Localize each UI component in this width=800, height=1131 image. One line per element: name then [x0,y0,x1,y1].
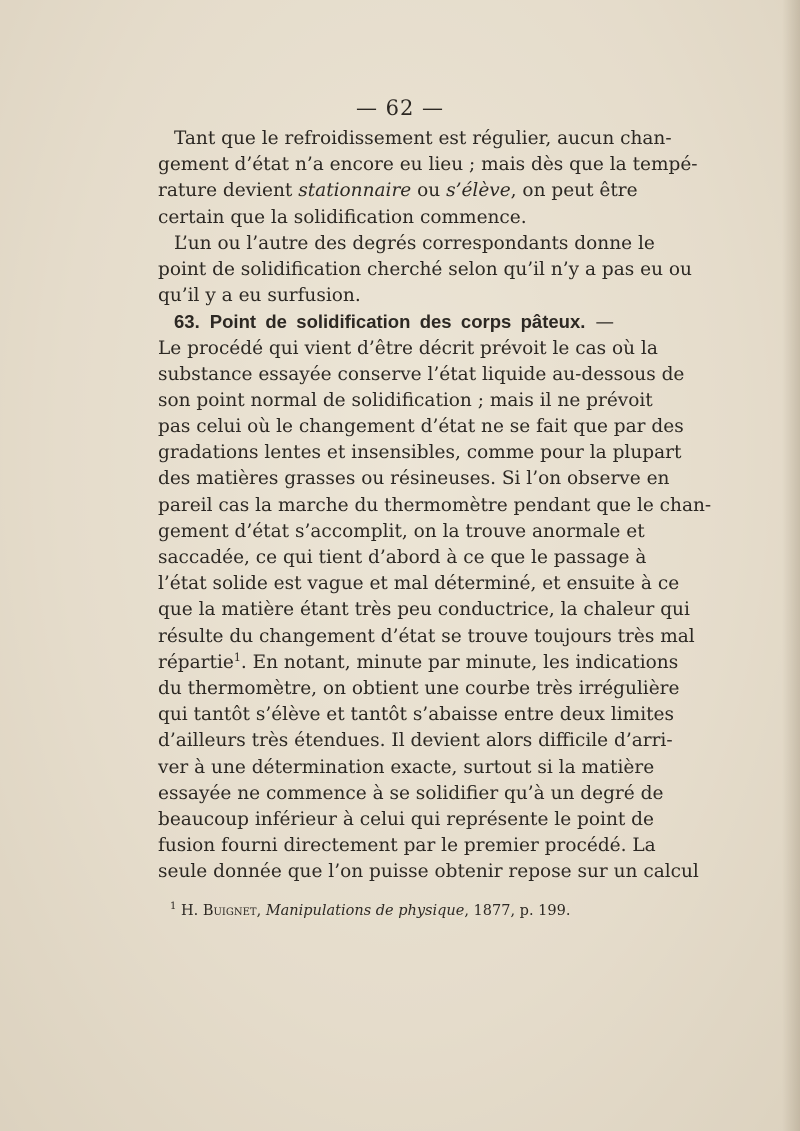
italic-term: s’élève [446,180,511,202]
text-line: beaucoup inférieur à celui qui représente le point de [158,808,654,830]
footnote-reference: 1 [233,650,241,664]
text-line: qui tantôt s’élève et tantôt s’abaisse entre deux limites [158,704,674,726]
text-segment: — [585,312,614,334]
text-line: saccadée, ce qui tient d’abord à ce que le passage à [158,547,647,568]
text-segment: ou [411,180,447,202]
page-number: — 62 — [355,96,445,120]
text-line: d’ailleurs très étendues. Il devient alors difficile d’arri- [158,730,673,752]
text-line: seule donnée que l’on puisse obtenir repose sur un calcul [158,861,699,883]
text-line: pas celui où le changement d’état ne se fait que par des [158,416,684,438]
text-line: fusion fourni directement par le premier procédé. La [158,835,656,857]
text-line: que la matière étant très peu conductrice, la chaleur qui [158,599,690,621]
text-line: certain que la solidification commence. [158,206,527,228]
text-line: du thermomètre, on obtient une courbe très irrégulière [158,677,680,699]
text-line: l’état solide est vague et mal déterminé, et ensuite à ce [158,573,680,595]
body-text [158,126,712,885]
text-line: L’un ou l’autre des degrés correspondants donne le [174,232,655,254]
text-segment: , on peut être [510,180,638,202]
text-line [158,178,638,204]
footnote-author: H. Buignet [180,902,257,919]
section-heading: Point de solidification des corps pâteux. [209,311,586,333]
footnote-marker: 1 [170,901,177,912]
section-number: 63. [174,311,200,333]
text-line: substance essayée conserve l’état liquide au-dessous de [158,363,685,385]
text-line: gement d’état s’accomplit, on la trouve anormale et [158,520,645,542]
footnote [170,897,610,921]
footnote-title: Manipulations de physique [265,902,465,919]
text-line: gement d’état n’a encore eu lieu ; mais dès que la tempé- [158,154,698,176]
text-line: résulte du changement d’état se trouve toujours très mal [158,625,695,647]
text-segment: répartie [158,651,234,673]
page-edge-shadow [782,0,800,1131]
text-segment: , [256,902,266,919]
section-heading-line [158,309,614,335]
text-line: pareil cas la marche du thermomètre pendant que le chan- [158,494,712,516]
text-line: ver à une détermination exacte, surtout si la matière [158,756,655,778]
text-line: des matières grasses ou résineuses. Si l’on observe en [158,468,670,490]
text-line [158,650,679,676]
text-line: essayée ne commence à se solidifier qu’à un degré de [158,782,664,804]
text-line: gradations lentes et insensibles, comme pour la plupart [158,442,682,464]
text-line: point de solidification cherché selon qu’il n’y a pas eu ou [158,258,692,280]
text-line: Le procédé qui vient d’être décrit prévoit le cas où la [158,337,658,359]
text-line: son point normal de solidification ; mais il ne prévoit [158,389,653,411]
text-line: qu’il y a eu surfusion. [158,285,361,307]
footnote-citation: , 1877, p. 199. [464,902,571,919]
text-segment: rature devient [158,180,299,202]
text-segment: . En notant, minute par minute, les indications [240,651,679,673]
text-line: Tant que le refroidissement est régulier, aucun chan- [174,128,672,149]
italic-term: stationnaire [298,180,412,202]
